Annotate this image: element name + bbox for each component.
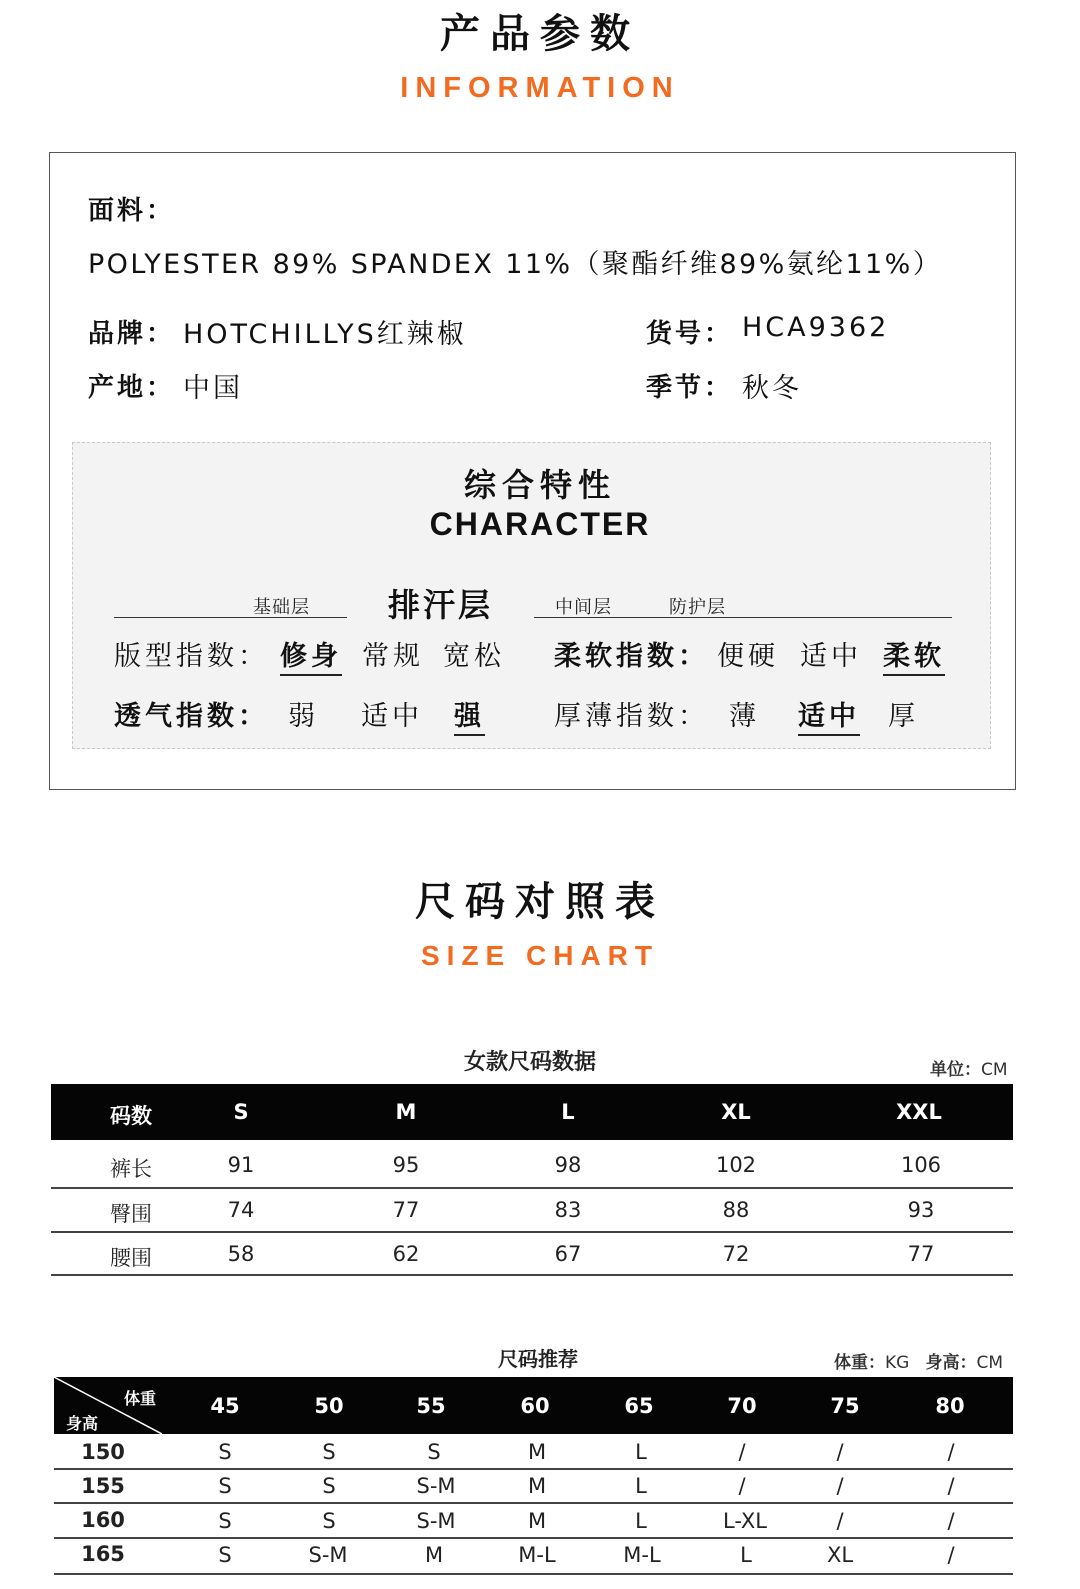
table-cell: 106 — [900, 1153, 942, 1177]
table-row-label: 腰围 — [110, 1246, 152, 1270]
size-cell: S — [427, 1440, 441, 1464]
size-section-title: 尺码对照表 — [415, 879, 665, 925]
weight-header: 75 — [830, 1394, 860, 1418]
size-cell: L — [635, 1509, 647, 1533]
table-cell: 95 — [392, 1153, 420, 1177]
recommend-table-header — [54, 1377, 1013, 1434]
size-table-header — [51, 1084, 1013, 1140]
height-cell: 155 — [81, 1474, 125, 1498]
thickness-option-thick: 厚 — [888, 701, 919, 732]
season-value: 秋冬 — [742, 373, 802, 404]
weight-unit-value: KG — [885, 1353, 910, 1373]
table-cell: 67 — [554, 1242, 582, 1266]
weight-header: 65 — [624, 1394, 654, 1418]
size-table-body — [51, 1140, 1013, 1280]
table-cell: 62 — [392, 1242, 420, 1266]
item-no-value: HCA9362 — [742, 312, 890, 343]
recommend-table-units — [834, 1348, 1003, 1373]
recommend-table-caption: 尺码推荐 — [498, 1347, 578, 1371]
fit-index-label: 版型指数： — [114, 641, 269, 672]
header-cell: XXL — [896, 1100, 942, 1124]
size-cell: / — [947, 1509, 955, 1533]
table-cell: 72 — [722, 1242, 750, 1266]
size-cell: S — [218, 1474, 232, 1498]
brand-value: HOTCHILLYS红辣椒 — [183, 319, 467, 350]
fabric-value: POLYESTER 89% SPANDEX 11%（聚酯纤维89%氨纶11%） — [88, 249, 943, 280]
size-cell: S — [218, 1543, 232, 1567]
row-divider — [54, 1537, 1013, 1539]
softness-option-medium: 适中 — [800, 641, 862, 672]
layer-line-left — [114, 617, 347, 618]
size-cell: XL — [826, 1543, 854, 1567]
weight-header: 45 — [210, 1394, 240, 1418]
unit-label: 单位： — [930, 1060, 981, 1080]
character-subtitle: CHARACTER — [429, 506, 651, 542]
recommend-table-body — [54, 1434, 1013, 1589]
table-cell: 98 — [554, 1153, 582, 1177]
size-cell: S — [218, 1509, 232, 1533]
corner-height-label: 身高 — [65, 1414, 98, 1433]
size-cell: / — [738, 1474, 746, 1498]
size-cell: / — [836, 1474, 844, 1498]
size-section-subtitle: SIZE CHART — [421, 940, 659, 971]
weight-header: 70 — [727, 1394, 757, 1418]
size-cell: S — [322, 1509, 336, 1533]
weight-unit-label: 体重： — [834, 1353, 885, 1373]
table-row-label: 臀围 — [110, 1202, 152, 1226]
size-cell: S-M — [308, 1543, 348, 1567]
table-cell: 77 — [392, 1198, 420, 1222]
table-cell: 91 — [227, 1153, 255, 1177]
character-title: 综合特性 — [463, 466, 616, 504]
softness-index-label: 柔软指数： — [554, 641, 709, 672]
size-cell: M — [424, 1543, 444, 1567]
layer-base: 基础层 — [253, 597, 310, 618]
fit-option-slim: 修身 — [280, 634, 342, 676]
table-cell: 83 — [554, 1198, 582, 1222]
table-row-label: 裤长 — [110, 1157, 152, 1181]
corner-weight-label: 体重 — [123, 1389, 156, 1408]
height-cell: 150 — [81, 1440, 125, 1464]
weight-header: 55 — [416, 1394, 446, 1418]
size-cell: L-XL — [723, 1509, 767, 1533]
size-cell: S — [218, 1440, 232, 1464]
fabric-label: 面料： — [88, 196, 176, 226]
brand-label: 品牌： — [88, 319, 176, 349]
layer-mid: 中间层 — [555, 597, 612, 618]
size-cell: / — [836, 1440, 844, 1464]
header-cell: M — [395, 1100, 417, 1124]
breathability-index-label: 透气指数： — [114, 701, 269, 732]
fit-option-loose: 宽松 — [443, 641, 505, 672]
size-table-caption: 女款尺码数据 — [463, 1050, 596, 1075]
table-cell: 74 — [227, 1198, 255, 1222]
layer-wicking-selected: 排汗层 — [388, 586, 494, 624]
row-divider — [54, 1468, 1013, 1470]
size-cell: / — [947, 1543, 955, 1567]
header-cell: L — [561, 1100, 575, 1124]
info-section-subtitle: INFORMATION — [400, 72, 680, 104]
size-cell: L — [635, 1440, 647, 1464]
row-divider — [51, 1274, 1013, 1276]
table-cell: 77 — [907, 1242, 935, 1266]
weight-header: 50 — [314, 1394, 344, 1418]
season-label: 季节： — [646, 373, 734, 403]
size-cell: M-L — [623, 1543, 661, 1567]
thickness-index-label: 厚薄指数： — [554, 701, 709, 732]
size-cell: M — [527, 1440, 547, 1464]
header-cell: S — [233, 1100, 249, 1124]
header-cell: 码数 — [110, 1104, 152, 1128]
breathability-option-medium: 适中 — [361, 701, 423, 732]
thickness-option-medium: 适中 — [798, 694, 860, 736]
softness-option-stiff: 便硬 — [717, 641, 779, 672]
table-cell: 102 — [715, 1153, 757, 1177]
size-cell: L — [740, 1543, 752, 1567]
size-cell: M — [527, 1474, 547, 1498]
weight-header: 80 — [935, 1394, 965, 1418]
height-cell: 160 — [81, 1508, 125, 1532]
thickness-option-thin: 薄 — [729, 701, 760, 732]
fit-option-regular: 常规 — [362, 641, 424, 672]
origin-label: 产地： — [88, 373, 176, 403]
size-cell: / — [738, 1440, 746, 1464]
size-cell: / — [836, 1509, 844, 1533]
row-divider — [51, 1187, 1013, 1189]
breathability-option-weak: 弱 — [288, 701, 319, 732]
size-table-unit — [930, 1055, 1008, 1080]
size-cell: M-L — [518, 1543, 556, 1567]
breathability-option-strong: 强 — [454, 694, 485, 736]
weight-header: 60 — [520, 1394, 550, 1418]
item-no-label: 货号： — [646, 319, 734, 349]
height-unit-label: 身高： — [925, 1353, 977, 1373]
size-cell: M — [527, 1509, 547, 1533]
size-cell: S-M — [416, 1509, 456, 1533]
layer-protect: 防护层 — [669, 597, 726, 618]
height-cell: 165 — [81, 1542, 125, 1566]
unit-value: CM — [981, 1060, 1008, 1080]
size-cell: / — [947, 1440, 955, 1464]
size-cell: S — [322, 1440, 336, 1464]
softness-option-soft: 柔软 — [883, 634, 945, 676]
size-cell: S-M — [416, 1474, 456, 1498]
table-cell: 93 — [907, 1198, 935, 1222]
origin-value: 中国 — [183, 373, 243, 404]
row-divider — [54, 1573, 1013, 1575]
table-cell: 88 — [722, 1198, 750, 1222]
row-divider — [51, 1231, 1013, 1233]
row-divider — [54, 1502, 1013, 1504]
table-cell: 58 — [227, 1242, 255, 1266]
header-cell: XL — [721, 1100, 751, 1124]
size-cell: S — [322, 1474, 336, 1498]
size-cell: L — [635, 1474, 647, 1498]
height-unit-value: CM — [976, 1353, 1004, 1373]
layer-line-right — [534, 617, 952, 618]
info-section-title: 产品参数 — [440, 11, 640, 57]
size-cell: / — [947, 1474, 955, 1498]
